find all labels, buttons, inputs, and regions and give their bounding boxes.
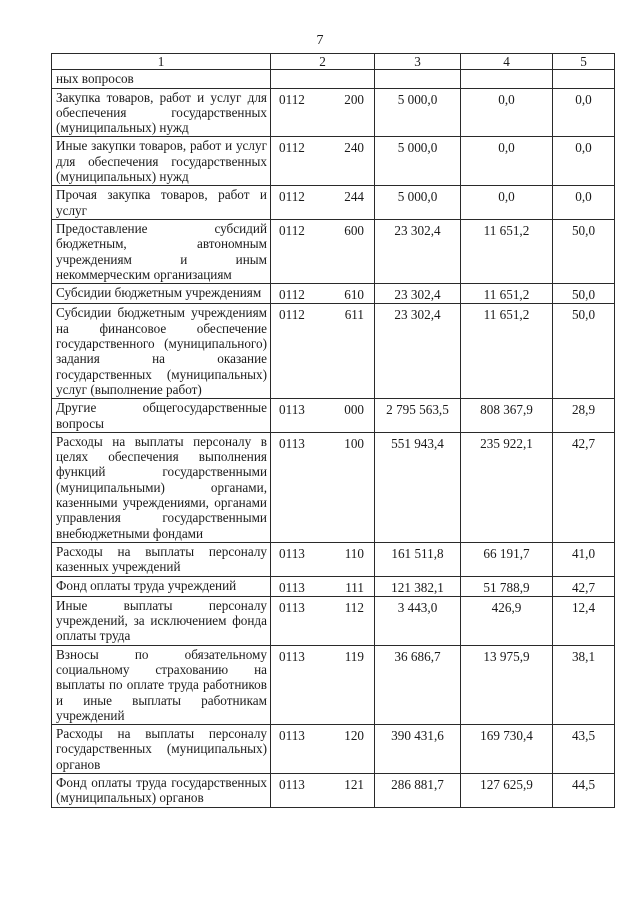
- table-row: [52, 725, 615, 774]
- row-percent-value: 38,1: [553, 645, 615, 724]
- table-row: [52, 88, 615, 137]
- expense-type-code: 610: [344, 287, 364, 303]
- row-plan-value: 23 302,4: [375, 284, 461, 304]
- section-code: 0113: [279, 579, 305, 595]
- header-col-1: 1: [52, 54, 271, 70]
- row-plan-value: 5 000,0: [375, 186, 461, 220]
- row-name: Прочая закупка товаров, работ и услуг: [52, 186, 271, 220]
- row-actual-value: 0,0: [461, 88, 553, 137]
- row-actual-value: 51 788,9: [461, 576, 553, 596]
- expense-type-code: 110: [344, 545, 364, 561]
- expense-type-code: 121: [344, 777, 364, 793]
- row-percent-value: 50,0: [553, 284, 615, 304]
- row-name: Закупка товаров, работ и услуг для обеспечения государственных (муниципальных) нужд: [52, 88, 271, 137]
- row-code: [271, 645, 375, 724]
- header-col-3: 3: [375, 54, 461, 70]
- header-col-5: 5: [553, 54, 615, 70]
- expense-type-code: 111: [345, 579, 364, 595]
- row-actual-value: 0,0: [461, 186, 553, 220]
- row-plan-value: 5 000,0: [375, 88, 461, 137]
- row-plan-value: 121 382,1: [375, 576, 461, 596]
- row-percent-value: 12,4: [553, 596, 615, 645]
- table-row: [52, 137, 615, 186]
- expense-type-code: 244: [344, 189, 364, 205]
- row-percent-value: 44,5: [553, 774, 615, 808]
- expense-type-code: 000: [344, 402, 364, 418]
- row-percent-value: 41,0: [553, 542, 615, 576]
- row-plan-value: 2 795 563,5: [375, 399, 461, 433]
- page-number: 7: [316, 33, 324, 48]
- row-plan-value: 3 443,0: [375, 596, 461, 645]
- row-name: ных вопросов: [52, 70, 271, 88]
- table-row: [52, 304, 615, 399]
- row-name: Другие общегосударственные вопросы: [52, 399, 271, 433]
- row-code: [271, 576, 375, 596]
- row-percent-value: 50,0: [553, 304, 615, 399]
- row-name: Расходы на выплаты персоналу в целях обеспечения выполнения функций государственными (муниципальными) органами, казенными учреждениями, органами управления государственными внебюджетными фондами: [52, 432, 271, 542]
- row-actual-value: 426,9: [461, 596, 553, 645]
- section-code: 0113: [279, 777, 305, 793]
- section-code: 0113: [279, 599, 305, 615]
- row-actual-value: 127 625,9: [461, 774, 553, 808]
- row-actual-value: 66 191,7: [461, 542, 553, 576]
- section-code: 0113: [279, 545, 305, 561]
- row-code: [271, 542, 375, 576]
- row-actual-value: 235 922,1: [461, 432, 553, 542]
- row-plan-value: 286 881,7: [375, 774, 461, 808]
- table-row: [52, 186, 615, 220]
- section-code: 0112: [279, 189, 305, 205]
- row-name: Предоставление субсидий бюджетным, автономным учреждениям и иным некоммерческим организациям: [52, 219, 271, 283]
- table-row: [52, 219, 615, 283]
- row-name: Расходы на выплаты персоналу государственных (муниципальных) органов: [52, 725, 271, 774]
- row-name: Фонд оплаты труда учреждений: [52, 576, 271, 596]
- row-plan-value: 161 511,8: [375, 542, 461, 576]
- row-actual-value: 11 651,2: [461, 304, 553, 399]
- row-actual-value: 11 651,2: [461, 284, 553, 304]
- row-plan-value: 551 943,4: [375, 432, 461, 542]
- row-plan-value: 36 686,7: [375, 645, 461, 724]
- row-actual-value: 11 651,2: [461, 219, 553, 283]
- row-code: [271, 725, 375, 774]
- row-percent-value: 0,0: [553, 137, 615, 186]
- table-row: [52, 645, 615, 724]
- section-code: 0112: [279, 222, 305, 238]
- expense-type-code: 611: [344, 307, 364, 323]
- section-code: 0113: [279, 402, 305, 418]
- expense-type-code: 112: [344, 599, 364, 615]
- expense-type-code: 100: [344, 435, 364, 451]
- table-row: [52, 432, 615, 542]
- row-actual-value: 808 367,9: [461, 399, 553, 433]
- section-code: 0113: [279, 648, 305, 664]
- row-code: [271, 596, 375, 645]
- section-code: 0112: [279, 307, 305, 323]
- row-name: Субсидии бюджетным учреждениям: [52, 284, 271, 304]
- expense-type-code: 200: [344, 91, 364, 107]
- header-row: [52, 54, 615, 70]
- row-name: Иные выплаты персоналу учреждений, за исключением фонда оплаты труда: [52, 596, 271, 645]
- row-percent-value: 0,0: [553, 88, 615, 137]
- row-plan-value: 23 302,4: [375, 219, 461, 283]
- table-row: [52, 542, 615, 576]
- row-plan-value: 23 302,4: [375, 304, 461, 399]
- row-plan-value: [375, 70, 461, 88]
- expense-type-code: 119: [344, 648, 364, 664]
- section-code: 0113: [279, 435, 305, 451]
- table-row: [52, 70, 615, 88]
- row-code: [271, 774, 375, 808]
- row-plan-value: 5 000,0: [375, 137, 461, 186]
- table-row: [52, 399, 615, 433]
- section-code: 0112: [279, 287, 305, 303]
- row-actual-value: 13 975,9: [461, 645, 553, 724]
- row-code: [271, 186, 375, 220]
- row-percent-value: 42,7: [553, 432, 615, 542]
- row-plan-value: 390 431,6: [375, 725, 461, 774]
- row-name: Субсидии бюджетным учреждениям на финансовое обеспечение государственного (муниципального) задания на оказание государственных (муниципальных) услуг (выполнение работ): [52, 304, 271, 399]
- section-code: 0113: [279, 728, 305, 744]
- row-name: Иные закупки товаров, работ и услуг для обеспечения государственных (муниципальных) нужд: [52, 137, 271, 186]
- row-code: [271, 88, 375, 137]
- row-name: Фонд оплаты труда государственных (муниципальных) органов: [52, 774, 271, 808]
- row-percent-value: 28,9: [553, 399, 615, 433]
- row-percent-value: 50,0: [553, 219, 615, 283]
- table-row: [52, 596, 615, 645]
- table-body: [52, 70, 615, 807]
- row-actual-value: 169 730,4: [461, 725, 553, 774]
- header-col-2: 2: [271, 54, 375, 70]
- row-code: [271, 219, 375, 283]
- expense-type-code: 120: [344, 728, 364, 744]
- expense-type-code: 600: [344, 222, 364, 238]
- header-col-4: 4: [461, 54, 553, 70]
- table-row: [52, 284, 615, 304]
- row-code: [271, 137, 375, 186]
- row-code: [271, 432, 375, 542]
- budget-table: [51, 53, 615, 808]
- expense-type-code: 240: [344, 140, 364, 156]
- row-name: Взносы по обязательному социальному страхованию на выплаты по оплате труда работников и иные выплаты работникам учреждений: [52, 645, 271, 724]
- section-code: 0112: [279, 91, 305, 107]
- row-percent-value: 0,0: [553, 186, 615, 220]
- row-code: [271, 284, 375, 304]
- row-actual-value: 0,0: [461, 137, 553, 186]
- row-percent-value: 42,7: [553, 576, 615, 596]
- row-percent-value: 43,5: [553, 725, 615, 774]
- section-code: 0112: [279, 140, 305, 156]
- row-percent-value: [553, 70, 615, 88]
- table-row: [52, 774, 615, 808]
- row-code: [271, 399, 375, 433]
- row-code: [271, 70, 375, 88]
- row-code: [271, 304, 375, 399]
- row-name: Расходы на выплаты персоналу казенных учреждений: [52, 542, 271, 576]
- table-row: [52, 576, 615, 596]
- row-actual-value: [461, 70, 553, 88]
